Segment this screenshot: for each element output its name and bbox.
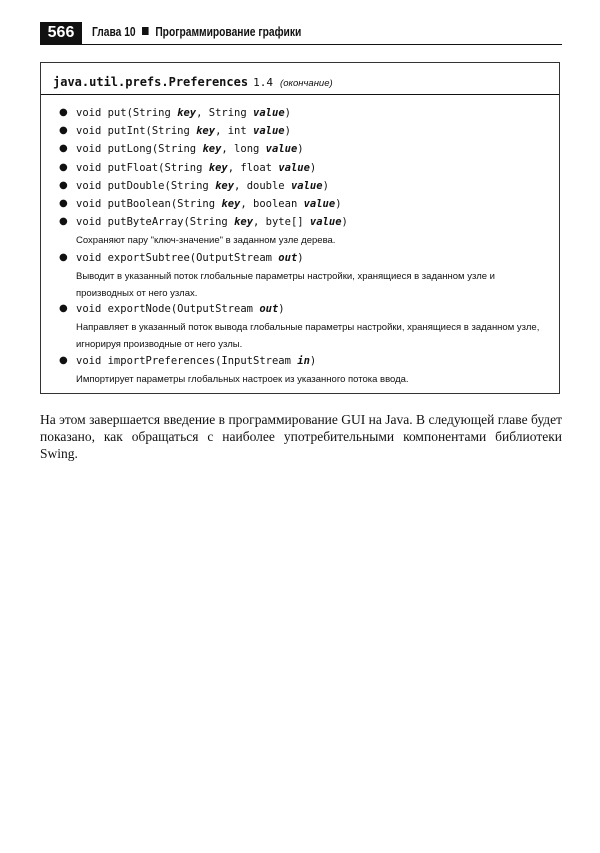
signature-text: , String	[196, 107, 254, 119]
method-description: Импортирует параметры глобальных настроек из указанного потока ввода.	[76, 374, 409, 385]
signature-text: , float	[227, 162, 279, 174]
method-signature	[76, 252, 304, 264]
parameter-name: value	[303, 198, 336, 210]
signature-text: )	[297, 143, 304, 155]
body-paragraph: На этом завершается введение в программирование GUI на Java. В следующей главе будет показано, как обращаться с наиболее употребительными компонентами библиотеки Swing.	[40, 412, 562, 461]
bullet-icon: ●	[59, 180, 68, 191]
parameter-name: out	[259, 303, 279, 315]
bullet-icon: ●	[59, 252, 68, 263]
parameter-name: value	[290, 180, 323, 192]
class-name: java.util.prefs.Preferences	[53, 75, 249, 89]
bullet-icon: ●	[59, 198, 68, 209]
parameter-name: value	[253, 107, 285, 119]
parameter-name: out	[278, 252, 298, 264]
signature-text: )	[309, 355, 317, 367]
signature-text: )	[309, 162, 317, 174]
parameter-name: value	[309, 216, 342, 228]
api-box-title	[53, 71, 333, 90]
signature-text: void putLong(String	[76, 143, 203, 155]
signature-text: void putDouble(String	[76, 180, 216, 192]
version: 1.4	[253, 76, 273, 89]
signature-text: void putInt(String	[76, 125, 197, 137]
title-rule	[41, 94, 559, 95]
signature-text: )	[297, 252, 304, 264]
signature-text: void exportNode(OutputStream	[76, 303, 260, 315]
parameter-name: key	[234, 216, 254, 228]
parameter-name: value	[278, 162, 310, 174]
signature-text: void put(String	[76, 107, 178, 119]
method-signature	[76, 143, 304, 155]
signature-text: void putFloat(String	[76, 162, 209, 174]
parameter-name: key	[215, 180, 235, 192]
method-description: Сохраняют пару "ключ-значение" в заданном узле дерева.	[76, 235, 336, 246]
signature-text: )	[284, 125, 291, 137]
signature-text: )	[278, 303, 285, 315]
bullet-icon: ●	[59, 303, 68, 314]
bullet-icon: ●	[59, 162, 68, 173]
parameter-name: key	[202, 143, 222, 155]
signature-text: , double	[234, 180, 291, 192]
method-signature	[76, 162, 316, 174]
signature-text: void putBoolean(String	[76, 198, 222, 210]
signature-text: , boolean	[240, 198, 304, 210]
method-signature	[76, 107, 291, 119]
bullet-icon: ●	[59, 216, 68, 227]
signature-text: )	[322, 180, 329, 192]
method-description: Направляет в указанный поток вывода глобальные параметры настройки, хранящиеся в заданном узле, игнорируя производные от него узлы.	[76, 322, 540, 350]
parameter-name: value	[253, 125, 285, 137]
parameter-name: value	[265, 143, 298, 155]
running-head	[92, 25, 301, 39]
method-signature	[76, 303, 285, 315]
method-signature	[76, 355, 316, 367]
bullet-icon: ●	[59, 125, 68, 136]
api-reference-box	[40, 62, 560, 394]
method-description: Выводит в указанный поток глобальные параметры настройки, хранящиеся в заданном узле и производных от него узлах.	[76, 271, 495, 299]
method-signature	[76, 125, 291, 137]
parameter-name: key	[221, 198, 241, 210]
parameter-name: in	[297, 355, 310, 367]
page-header	[40, 22, 562, 46]
method-signature	[76, 198, 342, 210]
chapter-label: Глава 10	[92, 25, 136, 39]
parameter-name: key	[196, 125, 216, 137]
bullet-icon: ●	[59, 143, 68, 154]
signature-text: )	[284, 107, 291, 119]
signature-text: void putByteArray(String	[76, 216, 235, 228]
chapter-title: Программирование графики	[155, 25, 302, 39]
bullet-icon: ●	[59, 355, 68, 366]
signature-text: void exportSubtree(OutputStream	[76, 252, 279, 264]
signature-text: )	[341, 216, 348, 228]
bullet-icon: ●	[59, 107, 68, 118]
signature-text: , byte[]	[253, 216, 310, 228]
method-signature	[76, 180, 329, 192]
continuation-note: (окончание)	[280, 78, 333, 89]
signature-text: )	[335, 198, 342, 210]
signature-text: , long	[221, 143, 266, 155]
signature-text: void importPreferences(InputStream	[76, 355, 298, 367]
page-number: 566	[40, 22, 82, 44]
method-signature	[76, 216, 348, 228]
parameter-name: key	[177, 107, 197, 119]
signature-text: , int	[215, 125, 254, 137]
parameter-name: key	[208, 162, 228, 174]
square-separator-icon	[142, 27, 149, 35]
header-rule	[40, 44, 562, 45]
